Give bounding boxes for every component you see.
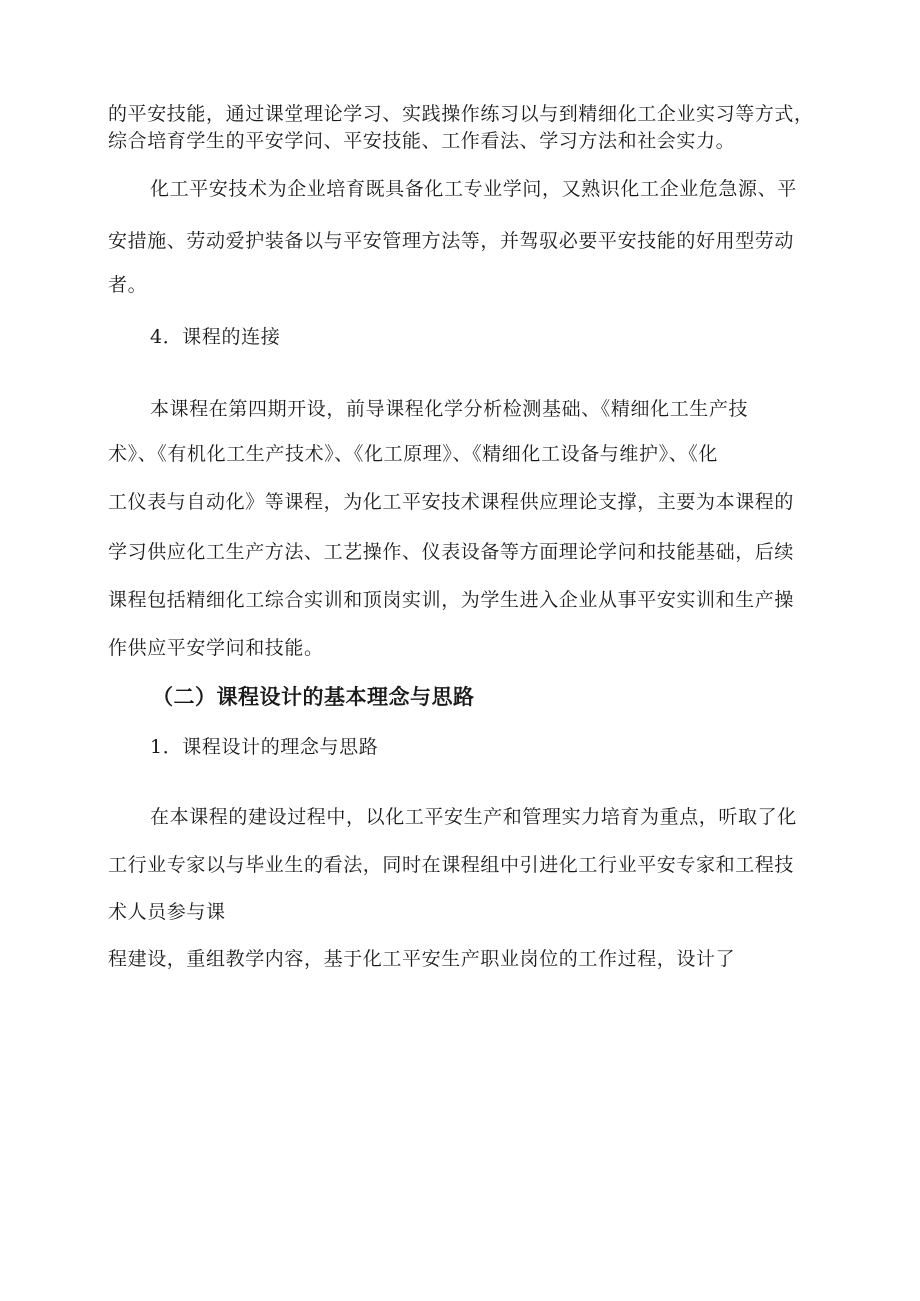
- section-2-heading: （二）课程设计的基本理念与思路: [152, 685, 475, 709]
- paragraph-line: 术人员参与课: [108, 901, 226, 923]
- paragraph-line: 工仪表与自动化》等课程，为化工平安技术课程供应理论支撑，主要为本课程的: [108, 491, 795, 513]
- item-4-heading: 4．课程的连接: [150, 326, 281, 348]
- paragraph-line: 术》、《有机化工生产技术》、《化工原理》、《精细化工设备与维护》、《化: [108, 443, 719, 465]
- paragraph-line: 课程包括精细化工综合实训和顶岗实训，为学生进入企业从事平安实训和生产操: [108, 589, 795, 611]
- paragraph-line: 化工平安技术为企业培育既具备化工专业学问，又熟识化工企业危急源、平: [150, 178, 797, 200]
- paragraph-line: 学习供应化工生产方法、工艺操作、仪表设备等方面理论学问和技能基础，后续: [108, 541, 795, 563]
- item-1-heading: 1．课程设计的理念与思路: [150, 736, 379, 758]
- paragraph-line: 本课程在第四期开设，前导课程化学分析检测基础、《精细化工生产技: [150, 398, 749, 420]
- paragraph-line: 的平安技能，通过课堂理论学习、实践操作练习以与到精细化工企业实习等方式，: [108, 103, 814, 125]
- paragraph-line: 作供应平安学问和技能。: [108, 637, 324, 659]
- paragraph-line: 安措施、劳动爱护装备以与平安管理方法等，并驾驭必要平安技能的好用型劳动: [108, 230, 795, 252]
- paragraph-line: 者。: [108, 274, 148, 296]
- paragraph-line: 综合培育学生的平安学问、平安技能、工作看法、学习方法和社会实力。: [108, 130, 736, 152]
- paragraph-line: 在本课程的建设过程中，以化工平安生产和管理实力培育为重点，听取了化: [150, 806, 797, 828]
- paragraph-line: 程建设，重组教学内容，基于化工平安生产职业岗位的工作过程，设计了: [108, 948, 736, 970]
- paragraph-line: 工行业专家以与毕业生的看法，同时在课程组中引进化工行业平安专家和工程技: [108, 854, 795, 876]
